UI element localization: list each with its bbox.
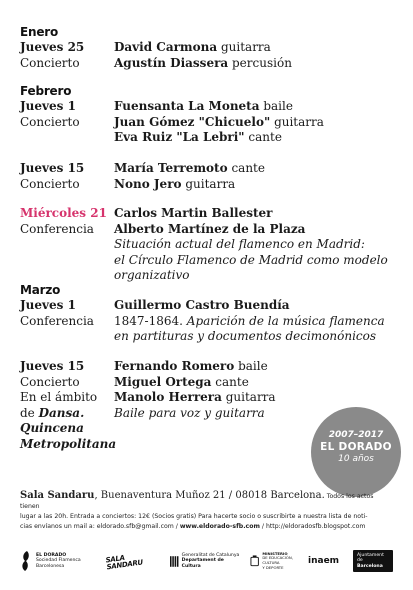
event-6-meta	[20, 359, 117, 452]
info-text: Todos los actos tienen	[20, 493, 374, 510]
badge-years: 2007–2017	[328, 430, 384, 440]
badge-name: EL DORADO	[320, 441, 392, 453]
badge-anniversary: 10 años	[338, 454, 374, 464]
event-date: Jueves 15	[20, 161, 85, 175]
event-type: Concierto	[20, 374, 80, 389]
event-4-meta	[20, 206, 112, 237]
event-type: Concierto	[20, 55, 80, 70]
performer: David Carmona guitarra	[114, 40, 271, 54]
event-description: Situación actual del flamenco en Madrid:	[114, 237, 365, 251]
event-2-meta	[20, 99, 112, 130]
venue-info	[20, 491, 395, 532]
performer: Nono Jero guitarra	[114, 176, 236, 191]
performer: Guillermo Castro Buendía	[114, 298, 290, 312]
venue-name: Sala Sandaru	[20, 490, 95, 501]
logo-generalitat: Generalitat de Catalunya Departament de Cultura	[170, 548, 242, 574]
event-type: Conferencia	[20, 313, 94, 328]
month-febrero: Febrero	[20, 84, 72, 98]
event-4-performers	[114, 206, 399, 284]
coat-of-arms-icon	[250, 555, 259, 568]
performer: Fernando Romero baile	[114, 359, 268, 373]
event-2-performers	[114, 99, 399, 146]
performer: Alberto Martínez de la Plaza	[114, 221, 306, 236]
performer: Miguel Ortega cante	[114, 374, 249, 389]
event-date: Jueves 1	[20, 298, 76, 312]
performer: Eva Ruiz "La Lebri" cante	[114, 130, 282, 144]
eldorado-icon	[20, 550, 32, 572]
event-context: de Dansa.	[20, 405, 85, 420]
logo-inaem: inaem	[308, 556, 340, 566]
generalitat-icon	[170, 556, 179, 567]
logo-ministerio: MINISTERIO DE EDUCACIÓN, CULTURA Y DEPORTE	[250, 548, 308, 574]
event-context: En el ámbito	[20, 390, 98, 404]
event-date: Jueves 15	[20, 359, 85, 373]
performer: María Terremoto cante	[114, 161, 265, 175]
contact-line: cias envíanos un mail a: eldorado.sfb@gmail.com / www.eldorado-sfb.com / http://eldoradosfb.blogspot.com	[20, 523, 366, 530]
venue-address: , Buenaventura Muñoz 21 / 08018 Barcelona.	[94, 490, 325, 501]
info-text: lugar a las 20h. Entrada a conciertos: 12€ (Socios gratis) Para hacerte socio o suscribirte a nuestra lista de noti-	[20, 513, 368, 520]
month-marzo: Marzo	[20, 283, 61, 297]
event-date: Jueves 25	[20, 40, 85, 54]
month-enero: Enero	[20, 25, 59, 39]
sponsor-logos	[20, 548, 393, 574]
event-date: Jueves 1	[20, 99, 76, 113]
event-1-meta	[20, 40, 112, 71]
event-date: Miércoles 21	[20, 206, 107, 220]
event-3-meta	[20, 161, 112, 192]
logo-sala-sandaru: SALA SANDARU	[105, 553, 144, 572]
event-type: Conferencia	[20, 221, 94, 236]
event-5-meta	[20, 298, 112, 329]
event-description: 1847-1864. Aparición de la música flamenca	[114, 313, 385, 328]
event-description: el Círculo Flamenco de Madrid como modelo	[114, 252, 388, 267]
website-link[interactable]: www.eldorado-sfb.com	[179, 523, 260, 530]
event-context: Metropolitana	[20, 436, 117, 451]
venue-line	[20, 491, 395, 512]
logo-ajuntament: Ajuntament de Barcelona	[353, 548, 393, 574]
event-context: Quincena	[20, 421, 84, 435]
event-1-performers	[114, 40, 399, 71]
event-description: en partituras y documentos decimonónicos	[114, 329, 377, 343]
performer: Manolo Herrera guitarra	[114, 390, 276, 404]
event-type: Concierto	[20, 114, 80, 129]
event-description: Baile para voz y guitarra	[114, 405, 265, 420]
event-5-performers	[114, 298, 399, 345]
performer: Juan Gómez "Chicuelo" guitarra	[114, 114, 324, 129]
performer: Fuensanta La Moneta baile	[114, 99, 293, 113]
event-type: Concierto	[20, 176, 80, 191]
logo-eldorado: EL DORADO Sociedad Flamenca Barcelonesa	[20, 548, 90, 574]
performer: Carlos Martin Ballester	[114, 206, 273, 220]
anniversary-badge	[311, 407, 401, 497]
event-description: organizativo	[114, 268, 190, 282]
event-3-performers	[114, 161, 399, 192]
performer: Agustín Diassera percusión	[114, 55, 292, 70]
